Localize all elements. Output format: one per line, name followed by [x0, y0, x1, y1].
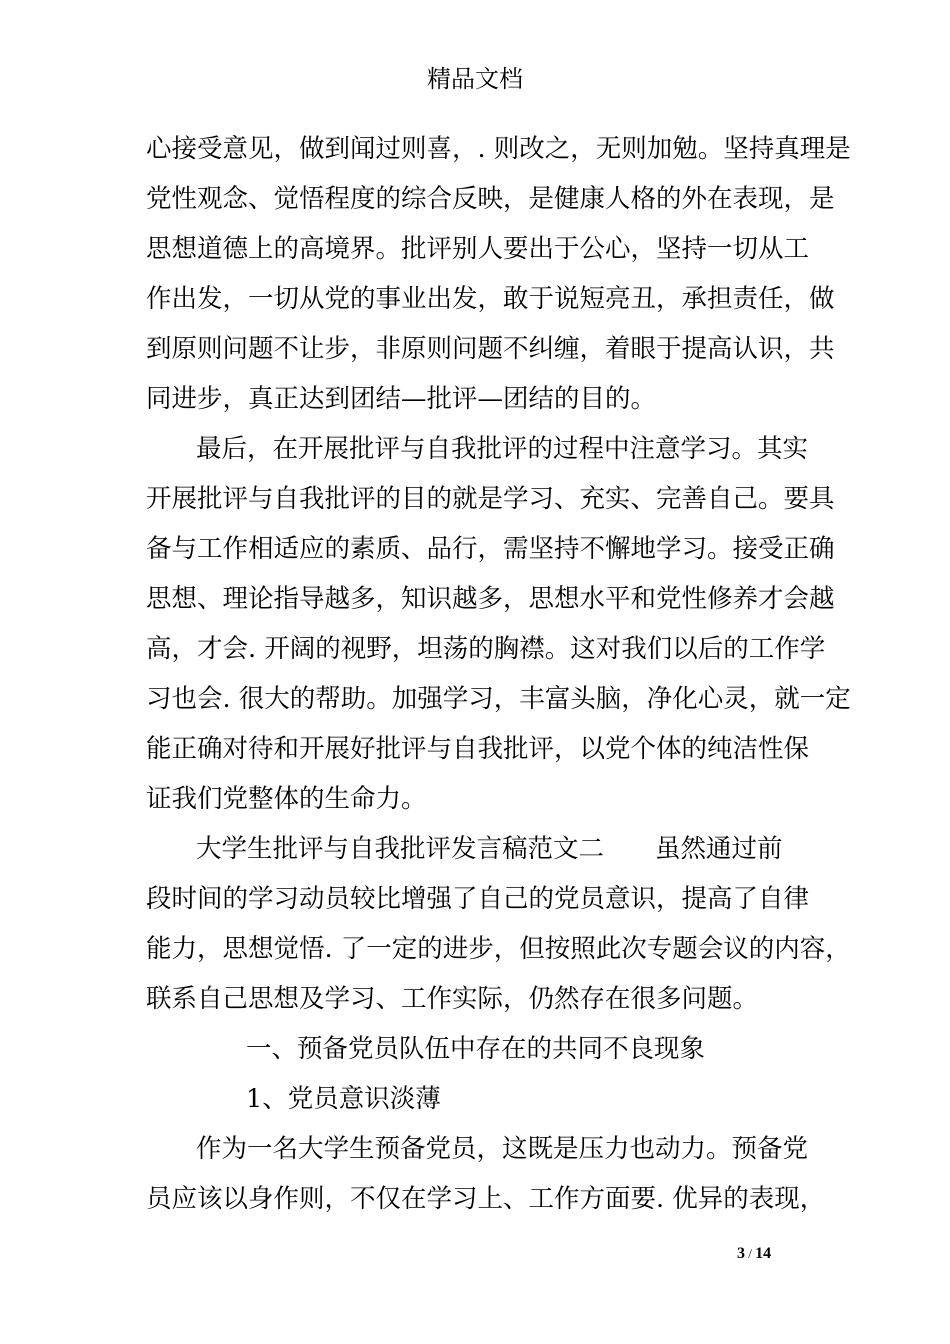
text-line: 思想、理论指导越多，知识越多，思想水平和党性修养才会越	[146, 584, 835, 614]
text-line: 党性观念、觉悟程度的综合反映，是健康人格的外在表现，是	[146, 184, 835, 214]
text-line: 证我们党整体的生命力。	[146, 784, 427, 814]
page-separator: /	[745, 1246, 756, 1261]
text-line: 高，才会. 开阔的视野，坦荡的胸襟。这对我们以后的工作学	[146, 634, 826, 664]
text-line: 到原则问题不让步，非原则问题不纠缠，着眼于提高认识，共	[146, 334, 835, 364]
text-line: 最后，在开展批评与自我批评的过程中注意学习。其实	[196, 434, 809, 464]
page-current: 3	[737, 1245, 745, 1262]
subsection-heading: 1、党员意识淡薄	[246, 1084, 441, 1114]
page-total: 14	[755, 1245, 772, 1262]
text-line: 开展批评与自我批评的目的就是学习、充实、完善自己。要具	[146, 484, 835, 514]
text-line: 作为一名大学生预备党员，这既是压力也动力。预备党	[196, 1134, 809, 1164]
text-line: 大学生批评与自我批评发言稿范文二 虽然通过前	[196, 834, 783, 864]
section-heading: 一、预备党员队伍中存在的共同不良现象	[246, 1034, 706, 1064]
text-line: 思想道德上的高境界。批评别人要出于公心，坚持一切从工	[146, 234, 810, 264]
text-line: 能力，思想觉悟. 了一定的进步，但按照此次专题会议的内容，	[146, 934, 851, 964]
text-line: 段时间的学习动员较比增强了自己的党员意识，提高了自律	[146, 884, 810, 914]
page-number	[737, 1244, 771, 1264]
text-line: 习也会. 很大的帮助。加强学习，丰富头脑，净化心灵，就一定	[146, 684, 851, 714]
text-line: 能正确对待和开展好批评与自我批评，以党个体的纯洁性保	[146, 734, 810, 764]
text-line: 员应该以身作则，不仅在学习上、工作方面要. 优异的表现，	[146, 1184, 826, 1214]
text-line: 同进步，真正达到团结—批评—团结的目的。	[146, 384, 657, 414]
text-line: 联系自己思想及学习、工作实际，仍然存在很多问题。	[146, 984, 759, 1014]
text-line: 心接受意见，做到闻过则喜，. 则改之，无则加勉。坚持真理是	[146, 134, 851, 164]
text-line: 作出发，一切从党的事业出发，敢于说短亮丑，承担责任，做	[146, 284, 835, 314]
text-line: 备与工作相适应的素质、品行，需坚持不懈地学习。接受正确	[146, 534, 835, 564]
page-header-title: 精品文档	[427, 65, 523, 93]
